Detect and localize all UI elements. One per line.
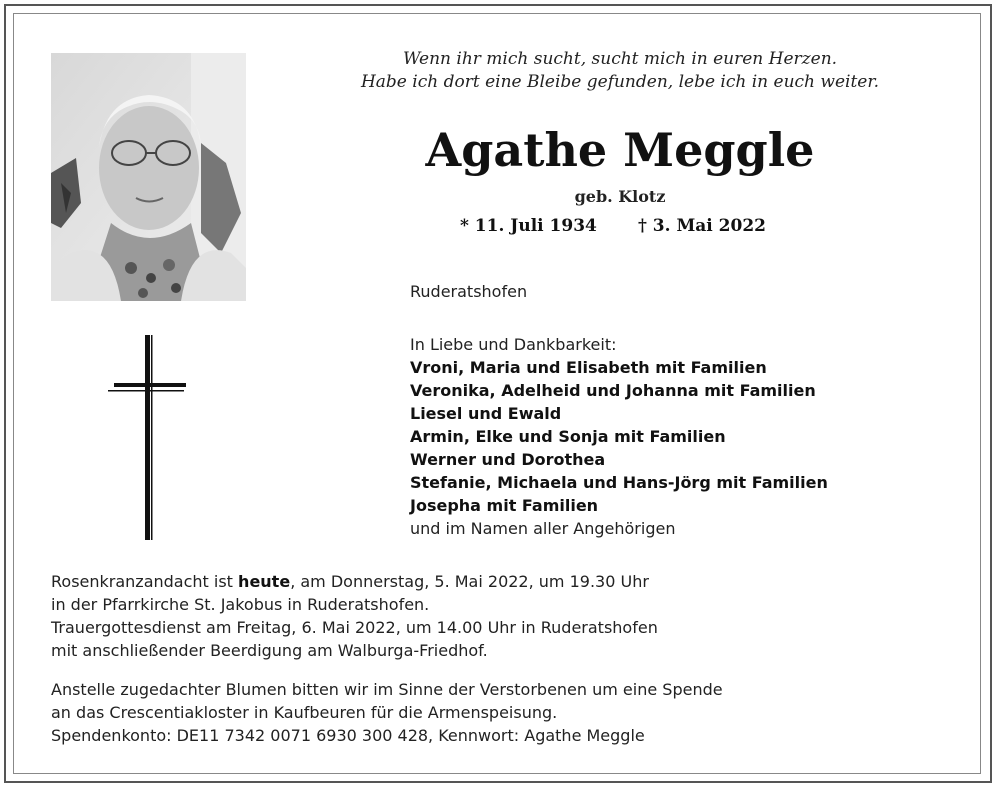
service-line-1 [51,570,658,593]
donation-line-1: Anstelle zugedachter Blumen bitten wir im Sinne der Verstorbenen um eine Spende [51,680,723,699]
donation-line-3: Spendenkonto: DE11 7342 0071 6930 300 428, Kennwort: Agathe Meggle [51,726,645,745]
quote-line-2: Habe ich dort eine Bleibe gefunden, lebe ich in euch weiter. [360,72,880,92]
service-today: heute [238,572,291,591]
mourner-line: Liesel und Ewald [410,404,562,423]
service-line-3: Trauergottesdienst am Freitag, 6. Mai 2022, um 14.00 Uhr in Ruderatshofen [51,618,658,637]
mourner-line: Werner und Dorothea [410,450,606,469]
mourner-line: Veronika, Adelheid und Johanna mit Familien [410,381,816,400]
mourners-closing: und im Namen aller Angehörigen [410,519,676,538]
birth-date: * 11. Juli 1934 [460,216,597,236]
portrait-photo [51,53,246,301]
mourner-line: Josepha mit Familien [410,496,599,515]
mourners-intro: In Liebe und Dankbarkeit: [410,335,617,354]
quote [300,48,940,94]
service-line-4: mit anschließender Beerdigung am Walburga-Friedhof. [51,641,488,660]
service-line-2: in der Pfarrkirche St. Jakobus in Ruderatshofen. [51,595,430,614]
mourner-line: Vroni, Maria und Elisabeth mit Familien [410,358,767,377]
mourner-line: Stefanie, Michaela und Hans-Jörg mit Familien [410,473,828,492]
donation-line-2: an das Crescentiakloster in Kaufbeuren für die Armenspeisung. [51,703,558,722]
donation-info [51,678,723,747]
service-info [51,570,658,662]
deceased-name: Agathe Meggle [425,123,815,177]
quote-line-1: Wenn ihr mich sucht, sucht mich in euren Herzen. [402,49,838,69]
service-line-1-post: , am Donnerstag, 5. Mai 2022, um 19.30 Uhr [290,572,649,591]
birth-name: geb. Klotz [574,187,666,206]
service-line-1-pre: Rosenkranzandacht ist [51,572,239,591]
place: Ruderatshofen [410,282,528,301]
death-date: † 3. Mai 2022 [638,216,766,236]
mourners-block [410,333,828,540]
mourner-line: Armin, Elke und Sonja mit Familien [410,427,726,446]
cross-icon [105,335,190,540]
